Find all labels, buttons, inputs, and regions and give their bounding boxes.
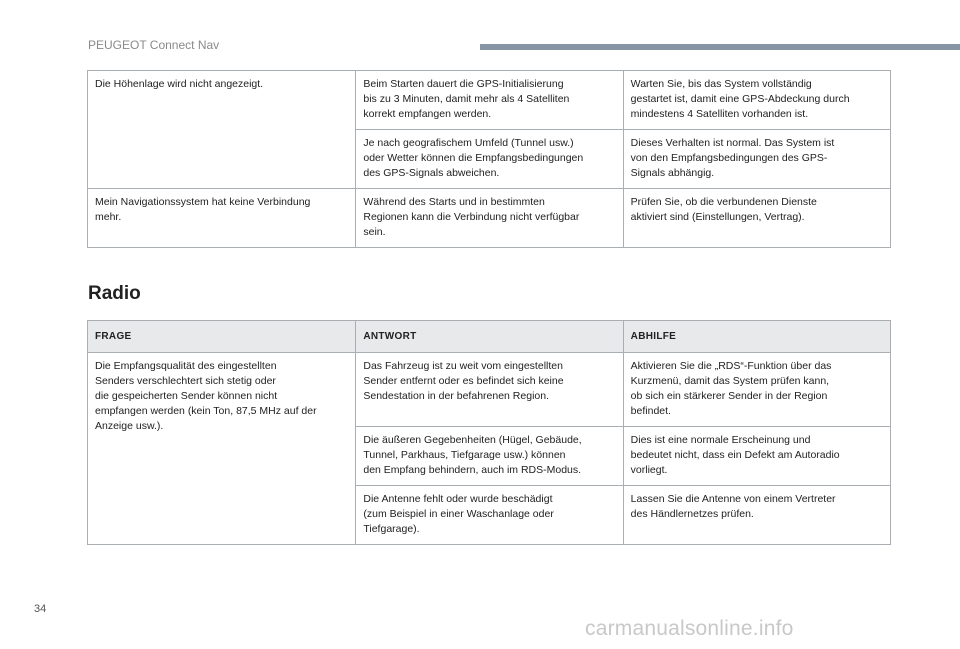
- table-row: [88, 353, 891, 427]
- table-row: [88, 189, 891, 248]
- problem-cell: Die Höhenlage wird nicht angezeigt.: [88, 71, 356, 189]
- solution-cell: Dies ist eine normale Erscheinung und bedeutet nicht, dass ein Defekt am Autoradio vorliegt.: [623, 427, 890, 486]
- page-number: 34: [34, 603, 47, 615]
- cause-cell: Die Antenne fehlt oder wurde beschädigt (zum Beispiel in einer Waschanlage oder Tiefgarage).: [356, 486, 623, 545]
- solution-cell: Prüfen Sie, ob die verbundenen Dienste aktiviert sind (Einstellungen, Vertrag).: [623, 189, 890, 248]
- column-header-antwort: ANTWORT: [356, 321, 623, 353]
- section-title-radio: Radio: [88, 283, 141, 304]
- solution-cell: Dieses Verhalten ist normal. Das System ist von den Empfangsbedingungen des GPS- Signals abhängig.: [623, 130, 890, 189]
- cause-cell: Während des Starts und in bestimmten Regionen kann die Verbindung nicht verfügbar sein.: [356, 189, 623, 248]
- cause-cell: Die äußeren Gegebenheiten (Hügel, Gebäude, Tunnel, Parkhaus, Tiefgarage usw.) können den Empfang behindern, auch im RDS-Modus.: [356, 427, 623, 486]
- solution-cell: Aktivieren Sie die „RDS“-Funktion über das Kurzmenü, damit das System prüfen kann, ob sich ein stärkerer Sender in der Region befindet.: [623, 353, 890, 427]
- table-header-row: [88, 321, 891, 353]
- column-header-abhilfe: ABHILFE: [623, 321, 890, 353]
- radio-faq-table: [87, 320, 891, 545]
- cause-cell: Beim Starten dauert die GPS-Initialisierung bis zu 3 Minuten, damit mehr als 4 Satelliten korrekt empfangen werden.: [356, 71, 623, 130]
- document-header-title: PEUGEOT Connect Nav: [88, 38, 220, 52]
- navigation-faq-table: [87, 70, 891, 248]
- problem-cell: Mein Navigationssystem hat keine Verbindung mehr.: [88, 189, 356, 248]
- problem-cell: Die Empfangsqualität des eingestellten Senders verschlechtert sich stetig oder die gespeicherten Sender können nicht empfangen werden (kein Ton, 87,5 MHz auf der Anzeige usw.).: [88, 353, 356, 545]
- solution-cell: Lassen Sie die Antenne von einem Vertreter des Händlernetzes prüfen.: [623, 486, 890, 545]
- watermark: carmanualsonline.info: [585, 617, 794, 640]
- solution-cell: Warten Sie, bis das System vollständig gestartet ist, damit eine GPS-Abdeckung durch mindestens 4 Satelliten vorhanden ist.: [623, 71, 890, 130]
- cause-cell: Je nach geografischem Umfeld (Tunnel usw.) oder Wetter können die Empfangsbedingungen des GPS-Signals abweichen.: [356, 130, 623, 189]
- header-accent-bar: [480, 44, 960, 50]
- column-header-frage: FRAGE: [88, 321, 356, 353]
- cause-cell: Das Fahrzeug ist zu weit vom eingestellten Sender entfernt oder es befindet sich keine Sendestation in der befahrenen Region.: [356, 353, 623, 427]
- table-row: [88, 71, 891, 130]
